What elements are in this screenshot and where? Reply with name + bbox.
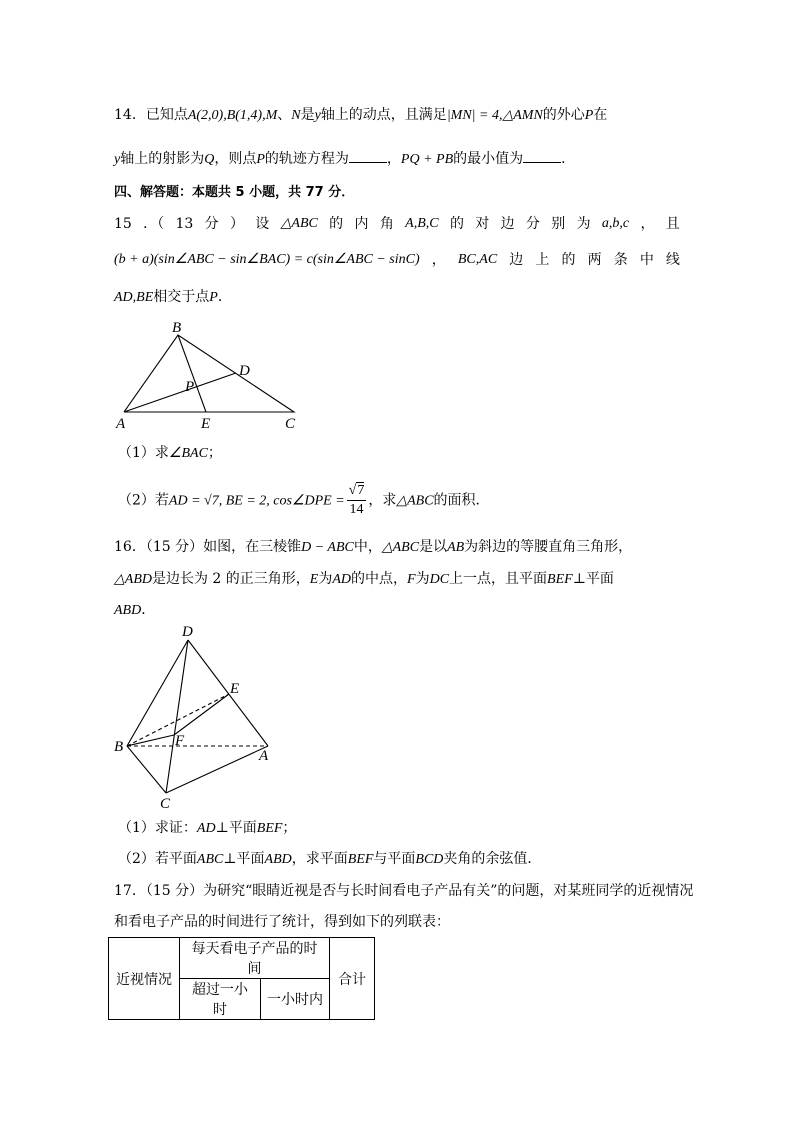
q15-sub1 bbox=[118, 443, 222, 464]
q14-text: 、 bbox=[277, 107, 292, 123]
q14-text: ，则点 bbox=[214, 151, 257, 167]
q15-sub2 bbox=[118, 482, 490, 520]
q14-text: ， bbox=[386, 151, 401, 167]
label-c: C bbox=[160, 796, 171, 812]
q15-token: ） bbox=[229, 216, 244, 232]
edge-bc bbox=[127, 746, 166, 793]
q16-text: 与平面 bbox=[373, 851, 416, 867]
table-row bbox=[109, 938, 375, 979]
edge-bf bbox=[127, 735, 174, 746]
q17-line-1: 17．（15 分）为研究“眼睛近视是否与长时间看电子产品有关”的问题，对某班同学的近视情况 bbox=[114, 883, 694, 899]
q16-text: 中， bbox=[353, 539, 382, 555]
q15-token: 角 bbox=[379, 216, 394, 232]
q16-triangle: △ABC bbox=[381, 540, 420, 555]
q15-text: 相交于点 bbox=[153, 289, 210, 305]
q15-token: 条 bbox=[613, 252, 628, 268]
q15-angle: ∠BAC bbox=[168, 446, 208, 461]
q16-sub1 bbox=[118, 818, 296, 839]
q14-text: 在 bbox=[593, 107, 608, 123]
q15-p: P bbox=[209, 290, 218, 305]
q16-text: 夹角的余弦值． bbox=[443, 851, 542, 867]
q14-text: 的最小值为 bbox=[453, 151, 524, 167]
fraction-numerator: 7 bbox=[357, 483, 365, 498]
median-ad bbox=[124, 373, 236, 412]
q15-token: 的 bbox=[561, 252, 576, 268]
q15-token: ．（ bbox=[143, 216, 165, 232]
q15-token: 别 bbox=[551, 216, 566, 232]
label-e: E bbox=[230, 681, 240, 697]
q14-p: P bbox=[256, 152, 265, 167]
q15-equation: (b + a)(sin∠ABC − sin∠BAC) = c(sin∠ABC − sinC) bbox=[114, 252, 420, 267]
label-d: D bbox=[239, 363, 250, 379]
table-header-time: 每天看电子产品的时间 bbox=[180, 938, 330, 979]
q14-y: y bbox=[314, 108, 321, 123]
q16-text: 上一点，且平面 bbox=[449, 571, 548, 587]
label-c: C bbox=[285, 416, 296, 432]
q15-token: a,b,c bbox=[601, 216, 630, 231]
q16-segment: AD bbox=[196, 821, 216, 836]
q16-text: 为斜边的等腰直角三角形， bbox=[464, 539, 633, 555]
q14-y: y bbox=[114, 152, 121, 167]
q16-text: ⊥平面 bbox=[215, 820, 257, 836]
q17-line-2: 和看电子产品的时间进行了统计，得到如下的列联表： bbox=[114, 914, 450, 930]
q14-text: 是 bbox=[300, 107, 315, 123]
q16-text: （2）若平面 bbox=[118, 851, 197, 867]
q16-plane: ABD bbox=[264, 852, 292, 867]
q16-point: E bbox=[309, 572, 319, 587]
table-header-myopia: 近视情况 bbox=[109, 938, 180, 1020]
median-be bbox=[178, 335, 206, 412]
table-header-over-one-hour: 超过一小时 bbox=[180, 979, 261, 1020]
q15-text: （1）求 bbox=[118, 445, 169, 461]
q15-medians: AD,BE bbox=[114, 290, 154, 305]
q16-text: 是边长为 2 的正三角形， bbox=[151, 571, 310, 587]
q14-text: 的轨迹方程为 bbox=[264, 151, 349, 167]
q14-condition: |MN| = 4,△AMN bbox=[446, 108, 543, 123]
q15-text: ，求 bbox=[368, 492, 397, 509]
q14-text: 轴上的射影为 bbox=[120, 151, 205, 167]
q15-token: ， bbox=[431, 252, 446, 268]
q16-text: ⊥平面 bbox=[572, 571, 614, 587]
q15-token: 线 bbox=[665, 252, 680, 268]
table-header-within-one-hour: 一小时内 bbox=[261, 979, 330, 1020]
q16-pyramid: D − ABC bbox=[301, 540, 354, 555]
q16-text: ． bbox=[141, 602, 156, 618]
q14-text: 轴上的动点，且满足 bbox=[320, 107, 447, 123]
q15-token: 15 bbox=[114, 216, 132, 232]
q15-token: 中 bbox=[639, 252, 654, 268]
q15-conditions: AD = √7, BE = 2, cos∠DPE = bbox=[168, 493, 345, 509]
q16-line-2 bbox=[114, 569, 614, 590]
label-p: P bbox=[185, 379, 195, 395]
q16-point: F bbox=[407, 572, 416, 587]
q15-token: 对 bbox=[475, 216, 490, 232]
q16-segment: DC bbox=[429, 572, 450, 587]
q15-token: △ABC bbox=[280, 216, 318, 231]
q16-text: （1）求证： bbox=[118, 820, 197, 836]
q15-token: 边 bbox=[509, 252, 524, 268]
q14-line-1 bbox=[114, 105, 607, 126]
q16-plane: BEF bbox=[347, 852, 374, 867]
q16-segment: AB bbox=[447, 540, 465, 555]
q15-line-1 bbox=[114, 214, 680, 234]
q15-triangle: △ABC bbox=[396, 493, 434, 509]
q16-plane: BEF bbox=[547, 572, 573, 587]
q14-text: 的外心 bbox=[542, 107, 585, 123]
q16-triangle: △ABD bbox=[114, 572, 152, 587]
q15-text: 的面积． bbox=[433, 492, 490, 509]
answer-blank[interactable] bbox=[523, 148, 561, 163]
q14-points: A(2,0),B(1,4),M bbox=[187, 108, 278, 123]
q15-token: 上 bbox=[535, 252, 550, 268]
q15-token: 为 bbox=[576, 216, 591, 232]
table-header-total: 合计 bbox=[330, 938, 375, 1020]
q16-text: ⊥平面 bbox=[223, 851, 265, 867]
q15-token: 分 bbox=[525, 216, 540, 232]
q15-token: 设 bbox=[255, 216, 270, 232]
q16-text: ，求平面 bbox=[291, 851, 348, 867]
q15-token: 分 bbox=[204, 216, 219, 232]
q15-text: ． bbox=[217, 289, 232, 305]
q15-token: 且 bbox=[665, 216, 680, 232]
q14-p: P bbox=[584, 108, 594, 123]
edge-fe bbox=[174, 694, 229, 735]
q14-q: Q bbox=[204, 152, 215, 167]
triangle-abc bbox=[124, 335, 294, 412]
label-b: B bbox=[172, 320, 182, 336]
fraction: $\frac{√7}{14}$ bbox=[348, 483, 365, 517]
edge-da bbox=[188, 640, 268, 746]
edge-db bbox=[127, 640, 188, 746]
label-f: F bbox=[175, 733, 185, 749]
q15-token: 的 bbox=[329, 216, 344, 232]
q16-text: 为 bbox=[318, 571, 333, 587]
section-heading: 四、解答题：本题共 5 小题，共 77 分． bbox=[114, 185, 355, 200]
q15-token: A,B,C bbox=[405, 216, 439, 231]
q16-text: 是以 bbox=[419, 539, 448, 555]
q16-text: 16．（15 分）如图，在三棱锥 bbox=[114, 539, 302, 555]
q14-point-n: N bbox=[291, 108, 301, 123]
label-e: E bbox=[201, 416, 211, 432]
q16-text: ； bbox=[282, 820, 297, 836]
q15-text: ； bbox=[207, 445, 222, 461]
q16-segment: AD bbox=[332, 572, 352, 587]
q16-sub2 bbox=[118, 849, 541, 870]
label-a: A bbox=[116, 416, 126, 432]
label-d: D bbox=[182, 624, 193, 640]
q14-expression: PQ + PB bbox=[400, 152, 454, 167]
q16-text: 为 bbox=[415, 571, 430, 587]
label-a: A bbox=[259, 748, 269, 764]
q16-line-3 bbox=[114, 600, 155, 621]
q15-line-3 bbox=[114, 287, 232, 308]
q15-token: 边 bbox=[500, 216, 515, 232]
q16-text: 的中点， bbox=[351, 571, 408, 587]
fraction-denominator: 14 bbox=[349, 502, 364, 517]
q15-text: （2）若 bbox=[118, 492, 169, 509]
q15-token: BC,AC bbox=[457, 252, 498, 267]
q16-plane: ABC bbox=[196, 852, 224, 867]
q15-token: 两 bbox=[587, 252, 602, 268]
q15-token: 内 bbox=[354, 216, 369, 232]
q15-token: 的 bbox=[449, 216, 464, 232]
triangle-figure bbox=[110, 318, 310, 433]
edge-ac bbox=[166, 746, 268, 793]
pyramid-figure bbox=[108, 622, 288, 812]
q14-line-2 bbox=[114, 148, 575, 170]
answer-blank[interactable] bbox=[349, 148, 387, 163]
q15-token: 13 bbox=[175, 216, 194, 232]
q16-line-1 bbox=[114, 537, 632, 558]
q16-plane: ABD bbox=[114, 603, 142, 618]
q16-plane: BCD bbox=[415, 852, 444, 867]
q15-token: ， bbox=[640, 216, 655, 232]
contingency-table bbox=[108, 937, 375, 1020]
q16-plane: BEF bbox=[256, 821, 283, 836]
label-b: B bbox=[114, 739, 124, 755]
q15-line-2 bbox=[114, 250, 680, 270]
q14-text: 14．已知点 bbox=[114, 107, 188, 123]
q14-text: ． bbox=[561, 151, 576, 167]
